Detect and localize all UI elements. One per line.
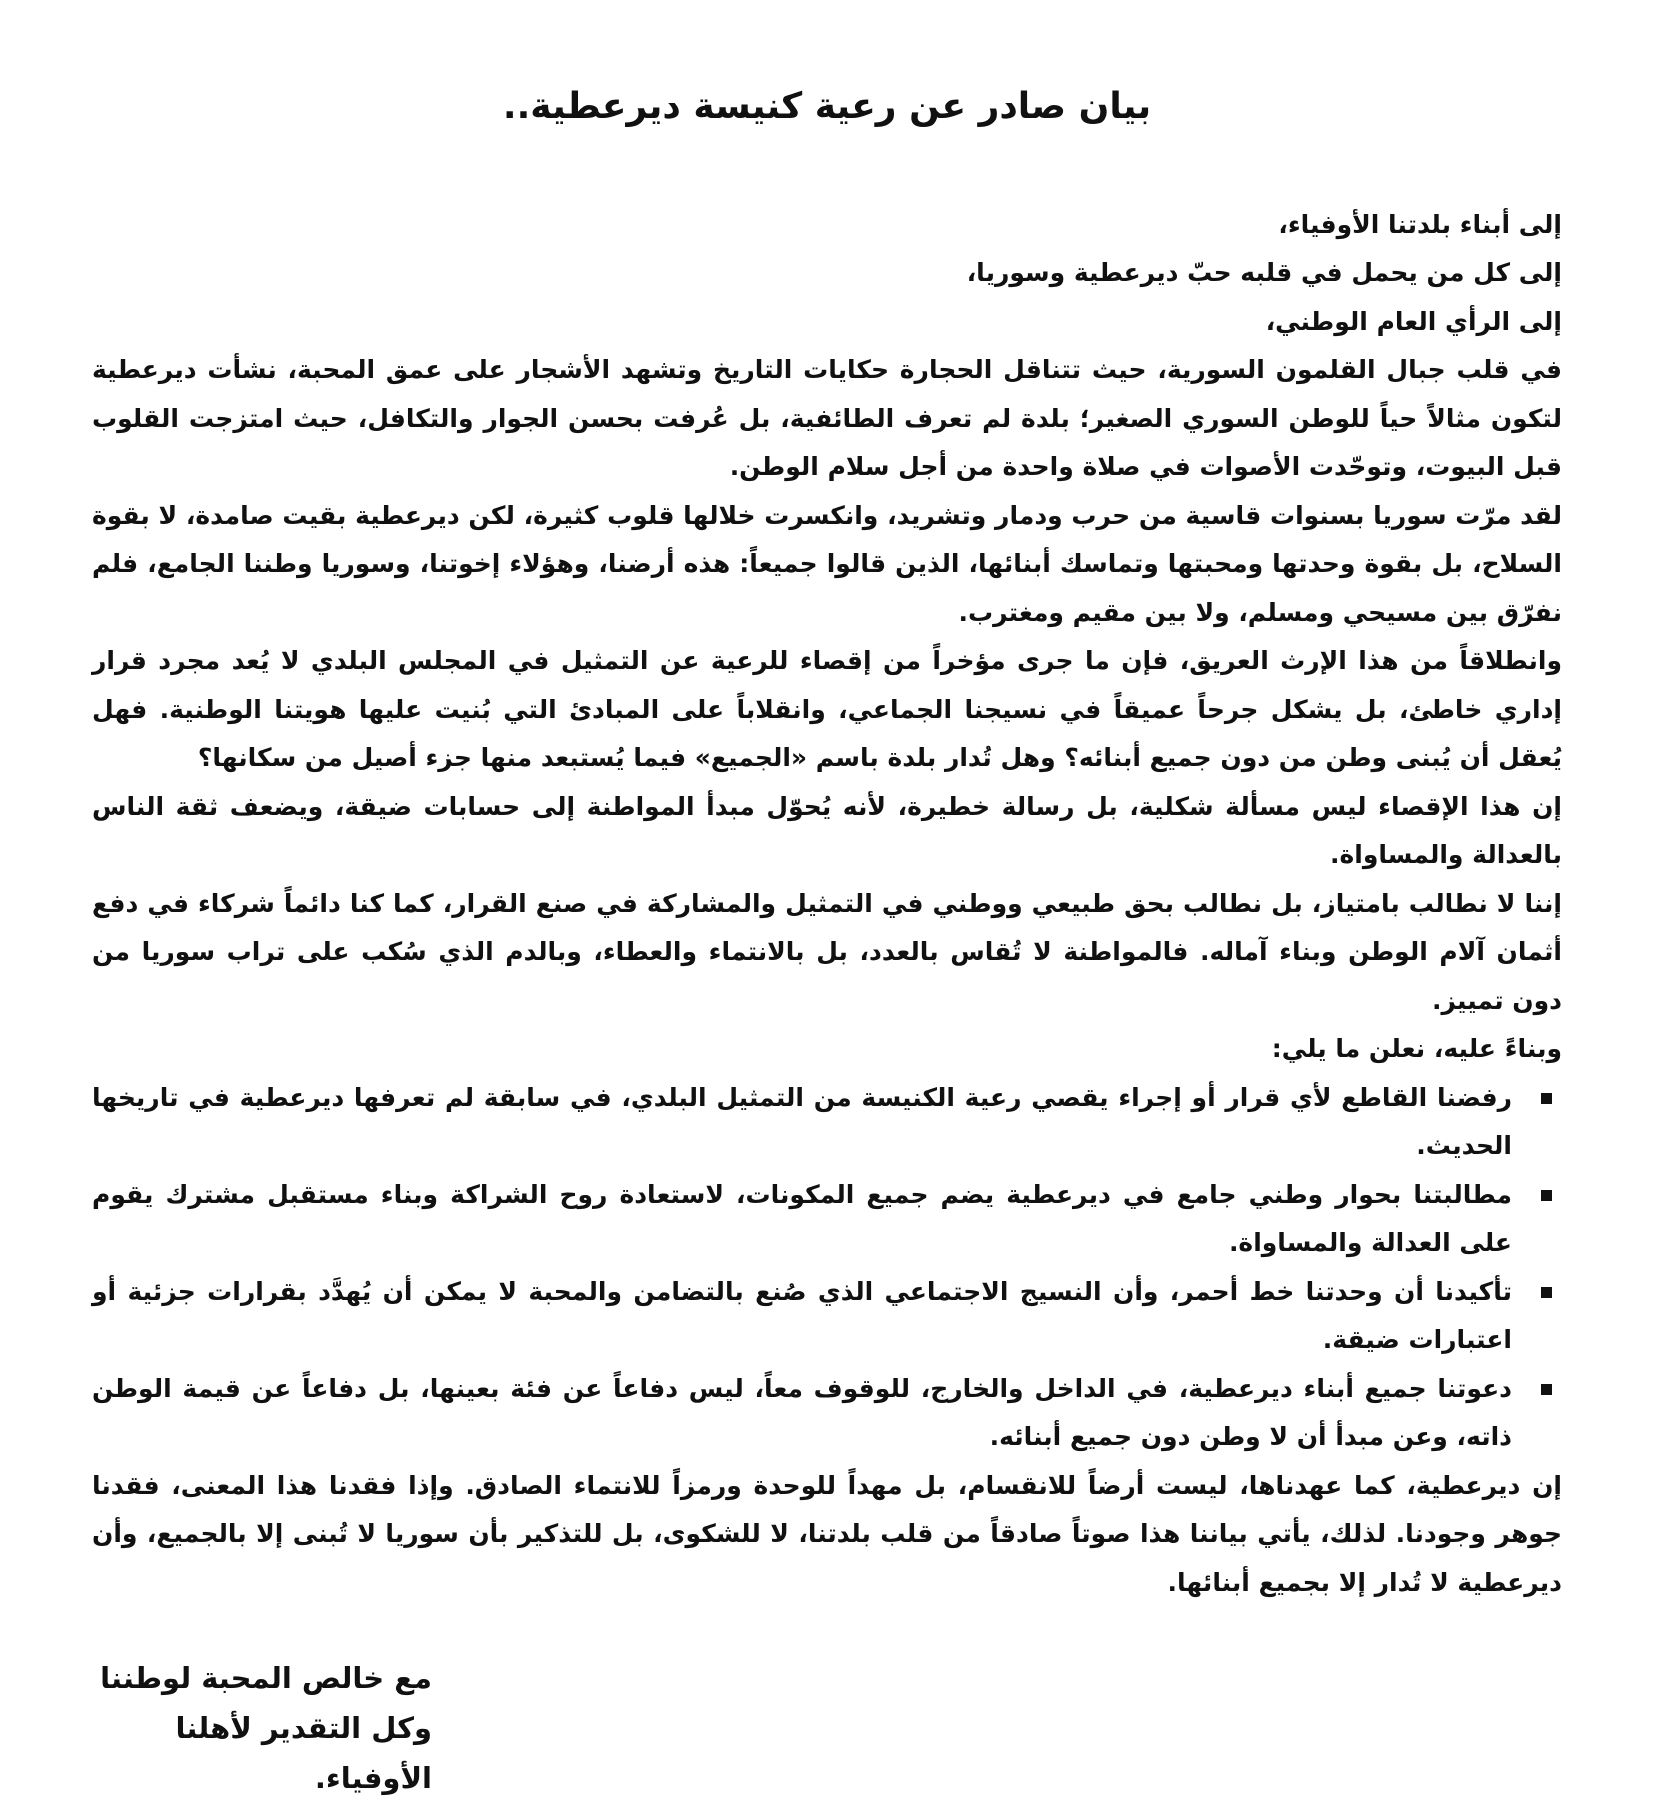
list-item	[92, 1268, 1512, 1365]
paragraph-rights: إننا لا نطالب بامتياز، بل نطالب بحق طبيعي ووطني في التمثيل والمشاركة في صنع القرار، كما كنا دائماً شركاء في دفع أثمان آلام الوطن وبناء آماله. فالمواطنة لا تُقاس بالعدد، بل بالانتماء والعطاء، وبالدم الذي سُكب على تراب سوريا من دون تمييز.	[92, 888, 1562, 1015]
document-title: بيان صادر عن رعية كنيسة ديرعطية..	[502, 86, 1152, 127]
demand-text: رفضنا القاطع لأي قرار أو إجراء يقصي رعية الكنيسة من التمثيل البلدي، في سابقة لم تعرفها ديرعطية في تاريخها الحديث.	[92, 1082, 1512, 1161]
salutation-line: إلى الرأي العام الوطني،	[1265, 306, 1562, 336]
demand-text: مطالبتنا بحوار وطني جامع في ديرعطية يضم جميع المكونات، لاستعادة روح الشراكة وبناء مستقبل مشترك يقوم على العدالة والمساواة.	[92, 1179, 1512, 1258]
closing-line: وكل التقدير لأهلنا الأوفياء.	[175, 1711, 432, 1796]
salutation-line: إلى أبناء بلدتنا الأوفياء،	[1278, 209, 1562, 239]
square-bullet-icon	[1541, 1190, 1552, 1201]
demand-text: تأكيدنا أن وحدتنا خط أحمر، وأن النسيج الاجتماعي الذي صُنع بالتضامن والمحبة لا يمكن أن يُهدَّد بقرارات جزئية أو اعتبارات ضيقة.	[92, 1276, 1512, 1355]
paragraph-exclusion: وانطلاقاً من هذا الإرث العريق، فإن ما جرى مؤخراً من إقصاء للرعية عن التمثيل في المجلس البلدي لا يُعد مجرد قرار إداري خاطئ، بل يشكل جرحاً عميقاً في نسيجنا الجماعي، وانقلاباً على المبادئ التي بُنيت عليها هويتنا الوطنية. فهل يُعقل أن يُبنى وطن من دون جميع أبنائه؟ وهل تُدار بلدة باسم «الجميع» فيما يُستبعد منها جزء أصيل من سكانها؟	[92, 646, 1562, 773]
square-bullet-icon	[1541, 1384, 1552, 1395]
paragraph-intro: في قلب جبال القلمون السورية، حيث تتناقل الحجارة حكايات التاريخ وتشهد الأشجار على عمق المحبة، نشأت ديرعطية لتكون مثالاً حياً للوطن السوري الصغير؛ بلدة لم تعرف الطائفية، بل عُرفت بحسن الجوار والتكافل، حيث امتزجت القلوب قبل البيوت، وتوحّدت الأصوات في صلاة واحدة من أجل سلام الوطن.	[92, 355, 1562, 482]
closing-signoff	[92, 1653, 432, 1803]
list-item	[92, 1365, 1512, 1462]
demands-list	[92, 1074, 1562, 1462]
paragraph-history: لقد مرّت سوريا بسنوات قاسية من حرب ودمار وتشريد، وانكسرت خلالها قلوب كثيرة، لكن ديرعطية بقيت صامدة، لا بقوة السلاح، بل بقوة وحدتها ومحبتها وتماسك أبنائها، الذين قالوا جميعاً: هذه أرضنا، وهؤلاء إخوتنا، وسوريا وطننا الجامع، فلم نفرّق بين مسيحي ومسلم، ولا بين مقيم ومغترب.	[92, 500, 1562, 627]
list-item	[92, 1074, 1512, 1171]
paragraph-announcement: وبناءً عليه، نعلن ما يلي:	[1271, 1034, 1562, 1064]
demand-text: دعوتنا جميع أبناء ديرعطية، في الداخل والخارج، للوقوف معاً، ليس دفاعاً عن فئة بعينها، بل دفاعاً عن قيمة الوطن ذاته، وعن مبدأ أن لا وطن دون جميع أبنائه.	[92, 1373, 1512, 1452]
paragraph-warning: إن هذا الإقصاء ليس مسألة شكلية، بل رسالة خطيرة، لأنه يُحوّل مبدأ المواطنة إلى حسابات ضيقة، ويضعف ثقة الناس بالعدالة والمساواة.	[92, 791, 1562, 870]
document-body	[92, 201, 1562, 1608]
list-item	[92, 1171, 1512, 1268]
closing-line: مع خالص المحبة لوطننا	[100, 1661, 432, 1696]
paragraph-conclusion: إن ديرعطية، كما عهدناها، ليست أرضاً للانقسام، بل مهداً للوحدة ورمزاً للانتماء الصادق. وإذا فقدنا هذا المعنى، فقدنا جوهر وجودنا. لذلك، يأتي بياننا هذا صوتاً صادقاً من قلب بلدتنا، لا للشكوى، بل للتذكير بأن سوريا لا تُبنى إلا بالجميع، وأن ديرعطية لا تُدار إلا بجميع أبنائها.	[92, 1470, 1562, 1597]
square-bullet-icon	[1541, 1287, 1552, 1298]
square-bullet-icon	[1541, 1093, 1552, 1104]
salutation-line: إلى كل من يحمل في قلبه حبّ ديرعطية وسوريا،	[966, 258, 1562, 288]
